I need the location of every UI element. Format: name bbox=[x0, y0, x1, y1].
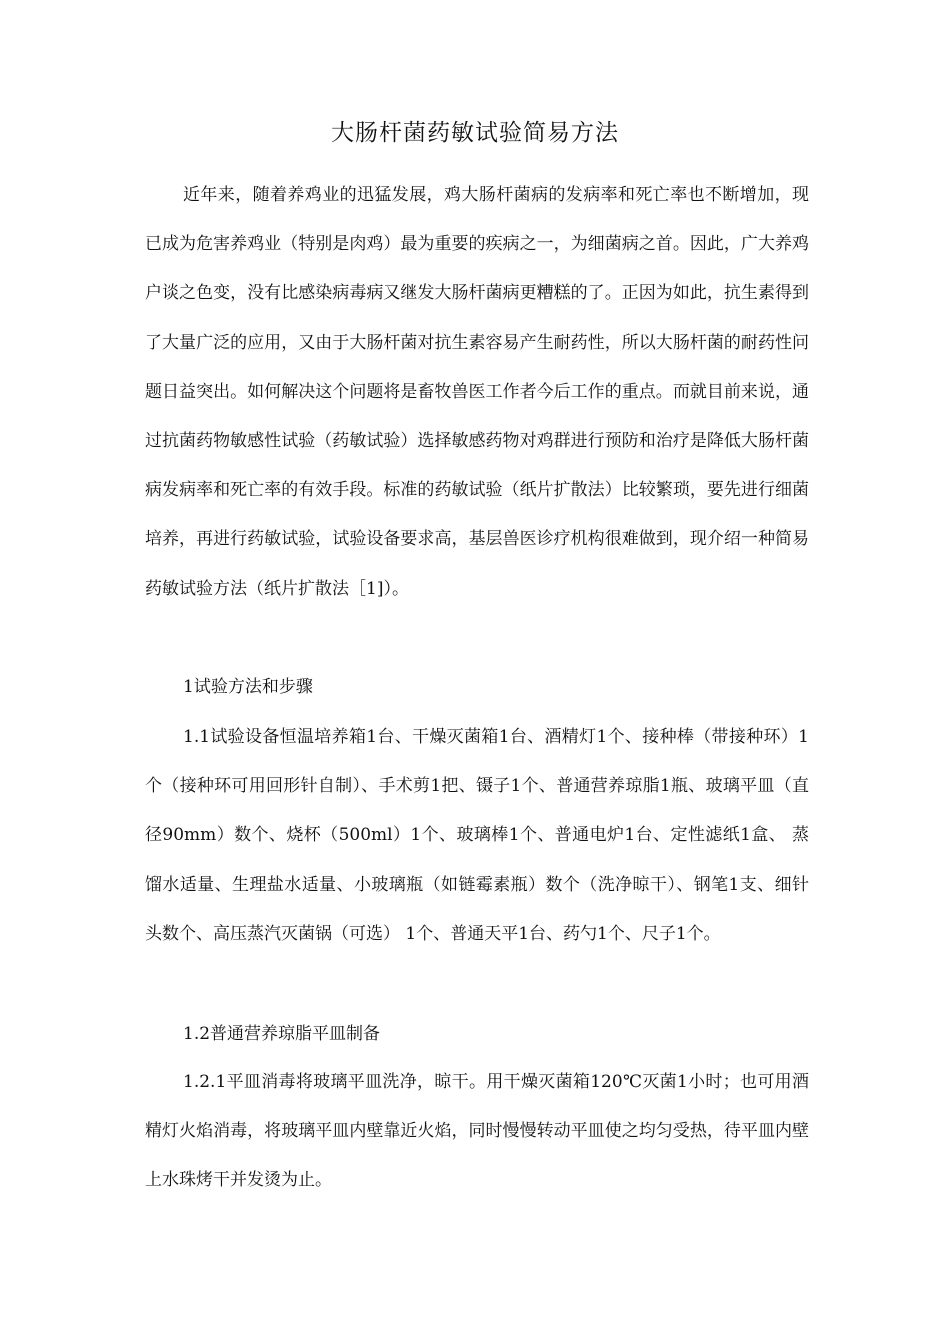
dish-disinfection-paragraph: 1.2.1平皿消毒将玻璃平皿洗净，晾干。用干燥灭菌箱120℃灭菌1小时；也可用酒精灯火焰消毒，将玻璃平皿内壁靠近火焰，同时慢慢转动平皿使之均匀受热，待平皿内壁上水珠烤干并发烫为止。 bbox=[145, 1072, 809, 1191]
document-title: 大肠杆菌药敏试验简易方法 bbox=[331, 120, 619, 146]
intro-paragraph: 近年来，随着养鸡业的迅猛发展，鸡大肠杆菌病的发病率和死亡率也不断增加，现已成为危害养鸡业（特别是肉鸡）最为重要的疾病之一，为细菌病之首。因此，广大养鸡户谈之色变，没有比感染病毒病又继发大肠杆菌病更糟糕的了。正因为如此，抗生素得到了大量广泛的应用，又由于大肠杆菌对抗生素容易产生耐药性，所以大肠杆菌的耐药性问题日益突出。如何解决这个问题将是畜牧兽医工作者今后工作的重点。而就目前来说，通过抗菌药物敏感性试验（药敏试验）选择敏感药物对鸡群进行预防和治疗是降低大肠杆菌病发病率和死亡率的有效手段。标准的药敏试验（纸片扩散法）比较繁琐，要先进行细菌培养，再进行药敏试验，试验设备要求高，基层兽医诊疗机构很难做到，现介绍一种简易药敏试验方法（纸片扩散法［1]）。 bbox=[145, 185, 809, 599]
equipment-paragraph: 1.1试验设备恒温培养箱1台、干燥灭菌箱1台、酒精灯1个、接种棒（带接种环）1个（接种环可用回形针自制）、手术剪1把、镊子1个、普通营养琼脂1瓶、玻璃平皿（直径90mm）数个、烧杯（500ml）1个、玻璃棒1个、普通电炉1台、定性滤纸1盒、 蒸馏水适量、生理盐水适量、小玻璃瓶（如链霉素瓶）数个（洗净晾干）、钢笔1支、细针头数个、高压蒸汽灭菌锅（可选） 1个、普通天平1台、药勺1个、尺子1个。 bbox=[145, 727, 809, 944]
section-heading-1: 1试验方法和步骤 bbox=[183, 677, 313, 697]
section-heading-1-2: 1.2普通营养琼脂平皿制备 bbox=[183, 1024, 381, 1044]
